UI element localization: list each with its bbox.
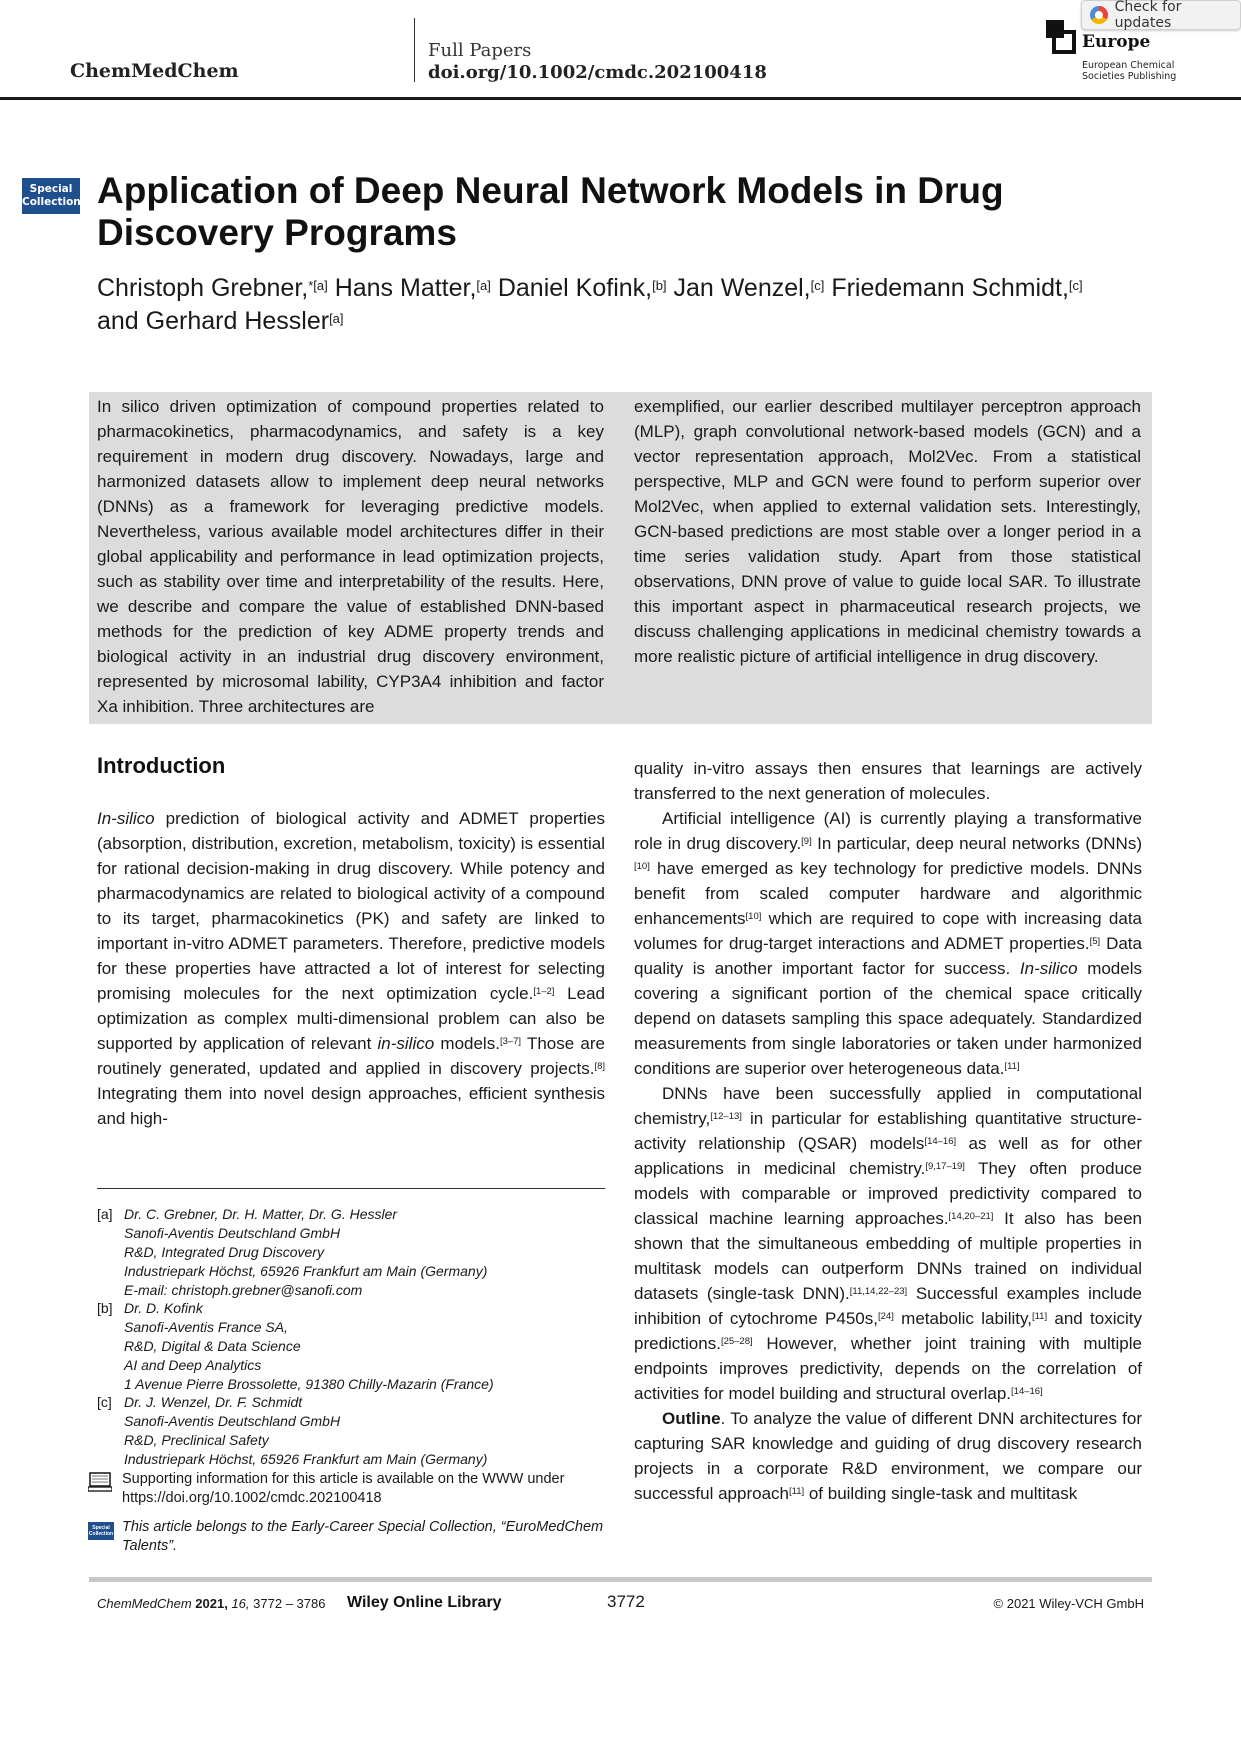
chemistry-europe-logo (1046, 20, 1076, 54)
footer-library-link[interactable]: Wiley Online Library (347, 1594, 502, 1611)
reference-link[interactable]: [1–2] (533, 986, 555, 997)
intro-paragraph: quality in-vitro assays then ensures that learnings are actively transferred to the next generation of molecules. (634, 759, 1142, 803)
special-collection-badge (22, 178, 80, 214)
publisher-subtitle-1: European Chemical (1082, 60, 1175, 71)
author-name: Friedemann Schmidt, (831, 274, 1069, 302)
italic-term: In-silico (1019, 959, 1078, 978)
reference-link[interactable]: [10] (634, 861, 650, 872)
paragraph-text: In particular, deep neural networks (DNNs) (811, 834, 1142, 853)
reference-link[interactable]: [25–28] (720, 1336, 753, 1347)
footer-citation (97, 1596, 325, 1611)
collection-text: This article belongs to the Early-Career Special Collection, “EuroMedChem Talents”. (122, 1519, 604, 1554)
author-affiliation: [a] (329, 311, 344, 326)
badge-line-1: Special (29, 183, 73, 195)
paragraph-text: Artificial intelligence (AI) is currently playing a transformative role in drug discovery. (634, 809, 1142, 853)
paragraph-text: which are required to cope with increasing data volumes for drug-target interactions and ADMET properties. (634, 909, 1142, 953)
intro-paragraph (97, 806, 605, 1131)
body-left-column (97, 806, 605, 1131)
reference-link[interactable]: [11] (1004, 1061, 1020, 1072)
reference-link[interactable]: [14,20–21] (948, 1211, 994, 1222)
affiliation-tag: [c] (97, 1394, 112, 1410)
paragraph-text: in particular for establishing quantitative structure-activity relationship (QSAR) models (634, 1109, 1142, 1153)
author-affiliation: [c] (1068, 278, 1083, 293)
special-collection-mini-badge (88, 1522, 114, 1540)
author-name: Christoph Grebner, (97, 274, 309, 302)
affiliation-a (97, 1205, 607, 1300)
affiliation-line: Sanofi-Aventis Deutschland GmbH (124, 1413, 341, 1429)
affiliation-line: R&D, Digital & Data Science (124, 1338, 301, 1354)
reference-link[interactable]: [24] (878, 1311, 894, 1322)
affiliation-line: Sanofi-Aventis Deutschland GmbH (124, 1225, 341, 1241)
affiliation-line: Dr. D. Kofink (124, 1300, 203, 1316)
affiliation-tag: [b] (97, 1300, 113, 1316)
reference-link[interactable]: [9] (801, 836, 812, 847)
paragraph-text: have emerged as key technology for predictive models. DNNs benefit from scaled computer hardware and algorithmic enhancements (634, 859, 1142, 928)
footer-volume: 16, (231, 1596, 250, 1611)
paragraph-text: metabolic lability, (893, 1309, 1032, 1328)
paragraph-text: of building single-task and multitask (804, 1484, 1078, 1503)
paragraph-text: Successful examples include inhibition of cytochrome P450s, (634, 1284, 1142, 1328)
supporting-info-note (88, 1470, 605, 1508)
reference-link[interactable]: [11,14,22–23] (849, 1286, 908, 1297)
article-title: Application of Deep Neural Network Models in Drug Discovery Programs (97, 170, 1004, 253)
reference-link[interactable]: [8] (594, 1061, 605, 1072)
supporting-info-text[interactable]: Supporting information for this article is available on the WWW under https://doi.org/10.1002/cmdc.202100418 (122, 1471, 565, 1506)
author-affiliation: [b] (652, 278, 667, 293)
reference-link[interactable]: [3–7] (499, 1036, 522, 1047)
paragraph-text: models covering a significant portion of the chemical space critically depend on datasets sampling this space adequately. Standardized measurements from single laboratories or taken under harmonized conditions are superior over heterogeneous data. (634, 959, 1142, 1078)
abstract-left-column: In silico driven optimization of compound properties related to pharmacokinetics, pharmacodynamics, and safety is a key requirement in modern drug discovery. Nowadays, large and harmonized datasets allow to implement deep neural networks (DNNs) as a framework for leveraging predictive models. Nevertheless, various available model architectures differ in their global applicability and performance in lead optimization projects, such as stability over time and interpretability of the results. Here, we describe and compare the value of established DNN-based methods for the prediction of key ADME property trends and biological activity in an industrial drug discovery environment, represented by microsomal lability, CYP3A4 inhibition and factor Xa inhibition. Three architectures are (97, 397, 604, 716)
intro-paragraph (634, 806, 1142, 1081)
check-updates-button[interactable] (1081, 0, 1241, 30)
section-heading-introduction: Introduction (97, 753, 226, 778)
footer-year: 2021, (195, 1596, 228, 1611)
paragraph-text: It also has been shown that the simultaneous embedding of multiple properties in multitask models can outperform DNNs trained on individual datasets (single-task DNN). (634, 1209, 1142, 1303)
reference-link[interactable]: [14–16] (924, 1136, 957, 1147)
affiliation-c (97, 1393, 607, 1469)
reference-link[interactable]: [11] (1031, 1311, 1048, 1322)
affiliation-b (97, 1299, 607, 1394)
author-affiliation: [a] (476, 278, 491, 293)
intro-paragraph (634, 1406, 1142, 1506)
paragraph-text: DNNs have been successfully applied in computational chemistry, (634, 1084, 1142, 1128)
affiliation-line: Sanofi-Aventis France SA, (124, 1319, 288, 1335)
footnote-rule (97, 1188, 605, 1189)
paragraph-text: and toxicity predictions. (634, 1309, 1143, 1353)
paragraph-text: They often produce models with comparable or improved predictivity compared to classical machine learning approaches. (634, 1159, 1142, 1228)
doi-link[interactable]: doi.org/10.1002/cmdc.202100418 (428, 62, 767, 83)
check-updates-label: Check for updates (1114, 0, 1182, 31)
body-right-column (634, 756, 1142, 1506)
author-name: Daniel Kofink, (497, 274, 653, 302)
paragraph-text: However, whether joint training with multiple endpoints improves predictivity, depends on the correlation of activities for model building and structural overlap. (634, 1334, 1142, 1403)
paragraph-text: . To analyze the value of different DNN architectures for capturing SAR knowledge and guiding of drug discovery research projects in a corporate R&D environment, we compare our successful approach (634, 1409, 1142, 1503)
publisher-brand: Europe (1082, 32, 1151, 52)
mini-badge-line-1: Special (92, 1525, 110, 1531)
affiliation-line: Industriepark Höchst, 65926 Frankfurt am Main (Germany) (124, 1451, 488, 1467)
reference-link[interactable]: [12–13] (710, 1111, 742, 1122)
mini-badge-line-2: Collection (88, 1531, 114, 1537)
paragraph-text: models. (434, 1034, 500, 1053)
publisher-subtitle-2: Societies Publishing (1082, 71, 1177, 82)
reference-link[interactable]: [14–16] (1011, 1386, 1043, 1397)
footer-pages: 3772 – 3786 (253, 1596, 326, 1611)
footer-copyright: © 2021 Wiley-VCH GmbH (993, 1596, 1144, 1611)
footer-page-number: 3772 (607, 1592, 645, 1611)
affiliation-line: R&D, Preclinical Safety (124, 1432, 269, 1448)
author-affiliation: *[a] (308, 278, 328, 293)
affiliation-line: Dr. C. Grebner, Dr. H. Matter, Dr. G. Hessler (124, 1206, 398, 1222)
journal-name: ChemMedChem (70, 60, 239, 82)
reference-link[interactable]: [10] (745, 911, 762, 922)
paragraph-text: as well as for other applications in medicinal chemistry. (634, 1134, 1142, 1178)
reference-link[interactable]: [9,17–19] (925, 1161, 965, 1172)
author-name: Hans Matter, (334, 274, 477, 302)
paragraph-text: Integrating them into novel design approaches, efficient synthesis and high- (97, 1084, 605, 1128)
header-divider (414, 18, 415, 82)
affiliation-line: AI and Deep Analytics (124, 1357, 262, 1373)
footer-journal: ChemMedChem (97, 1596, 192, 1611)
article-type: Full Papers (428, 40, 532, 61)
paragraph-text: Data quality is another important factor for success. (634, 934, 1142, 978)
affiliation-line: R&D, Integrated Drug Discovery (124, 1244, 324, 1260)
affiliation-line: Industriepark Höchst, 65926 Frankfurt am Main (Germany) (124, 1263, 488, 1279)
collection-note (88, 1518, 605, 1556)
author-list (97, 272, 1147, 338)
italic-term: In-silico (97, 809, 155, 828)
supporting-info-monitor-icon (88, 1472, 112, 1492)
header-rule (0, 97, 1241, 100)
affiliation-line: 1 Avenue Pierre Brossolette, 91380 Chilly-Mazarin (France) (124, 1376, 494, 1392)
author-name: and Gerhard Hessler (97, 307, 330, 335)
affiliation-tag: [a] (97, 1206, 113, 1222)
paragraph-text: prediction of biological activity and ADMET properties (absorption, distribution, excretion, metabolism, toxicity) is essential for rational decision-making in drug discovery. While potency and pharmacodynamics are related to biological activity of a compound to its target, pharmacokinetics (PK) and safety are linked to important in-vitro ADMET parameters. Therefore, predictive models for these properties have attracted a lot of interest for selecting promising molecules for the next optimization cycle. (97, 809, 605, 1003)
paragraph-text: Lead optimization as complex multi-dimensional problem can also be supported by application of relevant (97, 984, 605, 1053)
affiliation-email[interactable]: E-mail: christoph.grebner@sanofi.com (124, 1282, 363, 1298)
paragraph-text: Those are routinely generated, updated and applied in discovery projects. (97, 1034, 605, 1078)
author-name: Jan Wenzel, (673, 274, 811, 302)
affiliation-line: Dr. J. Wenzel, Dr. F. Schmidt (124, 1394, 303, 1410)
outline-lead: Outline (662, 1409, 721, 1428)
badge-line-2: Collection (22, 196, 81, 208)
author-affiliation: [c] (810, 278, 825, 293)
check-updates-icon (1090, 6, 1108, 24)
abstract-right-column: exemplified, our earlier described multilayer perceptron approach (MLP), graph convolutional network-based models (GCN) and a vector representation approach, Mol2Vec. From a statistical perspective, MLP and GCN were found to perform superior over Mol2Vec, when applied to external validation sets. Interestingly, GCN-based predictions are most stable over a longer period in a time series validation study. Apart from those statistical observations, DNN prove of value to guide local SAR. To illustrate this important aspect in pharmaceutical research projects, we discuss challenging applications in medicinal chemistry towards a more realistic picture of artificial intelligence in drug discovery. (634, 397, 1141, 666)
footer-rule (89, 1577, 1152, 1582)
intro-paragraph (634, 1081, 1142, 1406)
reference-link[interactable]: [5] (1089, 936, 1101, 947)
italic-term: in-silico (377, 1034, 435, 1053)
reference-link[interactable]: [11] (788, 1486, 805, 1497)
